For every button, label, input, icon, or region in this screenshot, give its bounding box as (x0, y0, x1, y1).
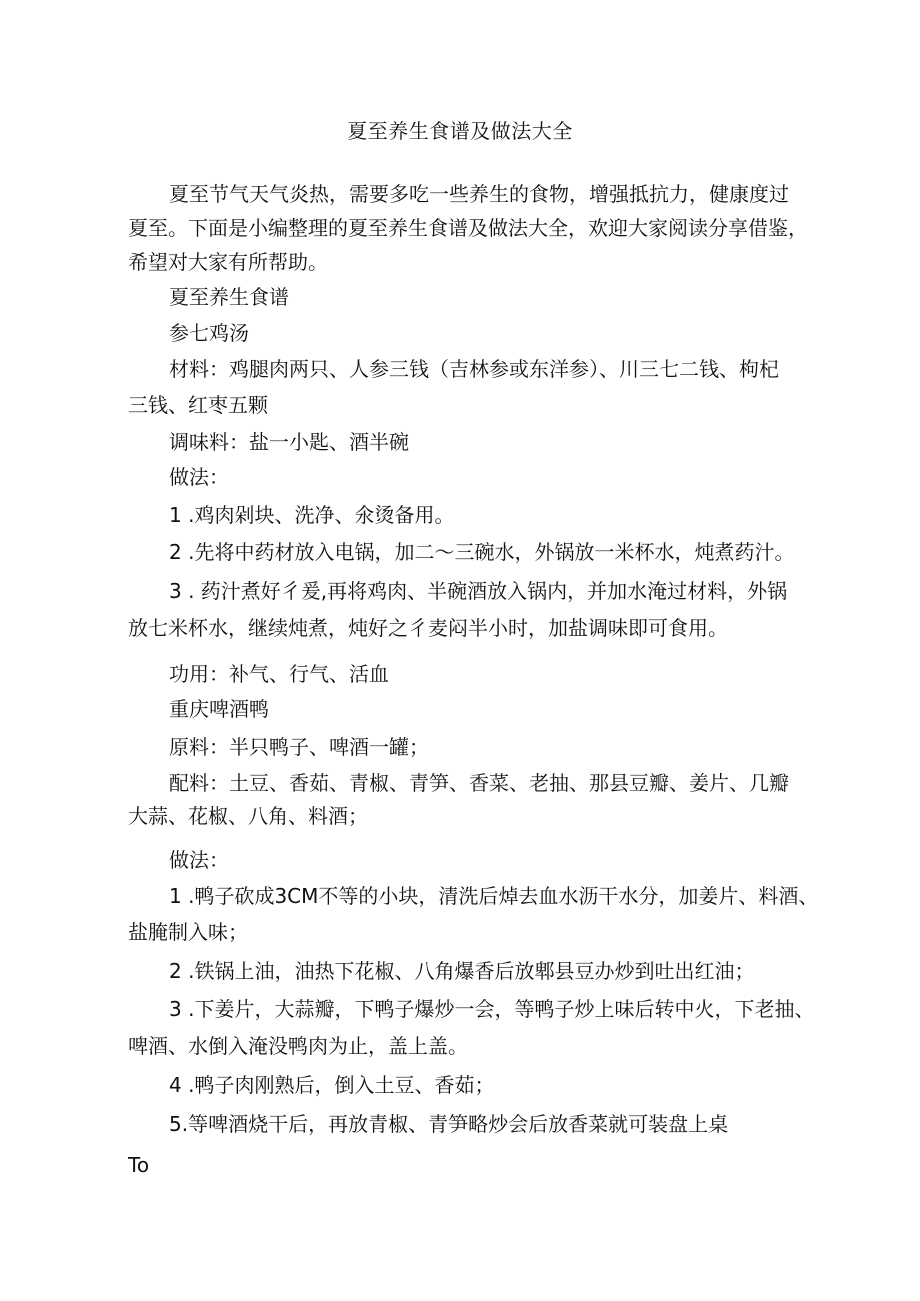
recipe-1-step-2: 2 .先将中药材放入电锅，加二〜三碗水，外锅放一米杯水，炖煮药汁。 (169, 540, 795, 564)
recipe-2-step-1-line-2: 盐腌制入味； (128, 920, 248, 944)
recipe-2-step-3-line-2: 啤酒、水倒入淹没鸭肉为止，盖上盖。 (128, 1034, 468, 1058)
intro-line-1: 夏至节气天气炎热，需要多吃一些养生的食物，增强抵抗力，健康度过 (169, 182, 789, 206)
recipe-2-accessories-line-2: 大蒜、花椒、八角、料酒； (128, 804, 368, 828)
recipe-2-method-label: 做法： (169, 848, 229, 872)
recipe-2-step-4: 4 .鸭子肉刚熟后，倒入土豆、香茹； (169, 1073, 495, 1097)
recipe-2-step-2: 2 .铁锅上油，油热下花椒、八角爆香后放郫县豆办炒到吐出红油； (169, 959, 755, 983)
recipe-1-effect: 功用：补气、行气、活血 (169, 662, 389, 686)
document-title: 夏至养生食谱及做法大全 (347, 119, 573, 143)
intro-line-2: 夏至。下面是小编整理的夏至养生食谱及做法大全，欢迎大家阅读分享借鉴， (128, 216, 808, 240)
recipe-2-step-1-line-1: 1 .鸭子砍成3CM不等的小块，清洗后焯去血水沥干水分，加姜片、料酒、 (169, 884, 819, 908)
recipe-1-seasoning: 调味料：盐一小匙、酒半碗 (169, 430, 409, 454)
recipe-1-step-3-line-1: 3 . 药汁煮好彳爰,再将鸡肉、半碗酒放入锅内，并加水淹过材料，外锅 (169, 579, 788, 603)
recipe-1-materials-line-1: 材料：鸡腿肉两只、人参三钱（吉林参或东洋参）、川三七二钱、枸杞 (169, 357, 779, 381)
section-heading: 夏至养生食谱 (169, 285, 289, 309)
recipe-1-name: 参七鸡汤 (169, 321, 249, 345)
recipe-2-step-3-line-1: 3 .下姜片，大蒜瓣，下鸭子爆炒一会，等鸭子炒上味后转中火，下老抽、 (169, 997, 815, 1021)
recipe-2-ingredients: 原料：半只鸭子、啤酒一罐； (169, 735, 429, 759)
recipe-1-step-3-line-2: 放七米杯水，继续炖煮，炖好之彳麦闷半小时，加盐调味即可食用。 (128, 616, 728, 640)
recipe-1-materials-line-2: 三钱、红枣五颗 (128, 393, 268, 417)
recipe-1-step-1: 1 .鸡肉剁块、洗净、氽烫备用。 (169, 503, 455, 527)
recipe-2-name: 重庆啤酒鸭 (169, 697, 269, 721)
recipe-2-trailing-text: To (128, 1153, 150, 1177)
recipe-2-step-5: 5.等啤酒烧干后，再放青椒、青笋略炒会后放香菜就可装盘上桌 (169, 1112, 729, 1136)
recipe-2-accessories-line-1: 配料：土豆、香茹、青椒、青笋、香菜、老抽、那县豆瓣、姜片、几瓣 (169, 771, 789, 795)
recipe-1-method-label: 做法： (169, 465, 229, 489)
intro-line-3: 希望对大家有所帮助。 (128, 250, 328, 274)
